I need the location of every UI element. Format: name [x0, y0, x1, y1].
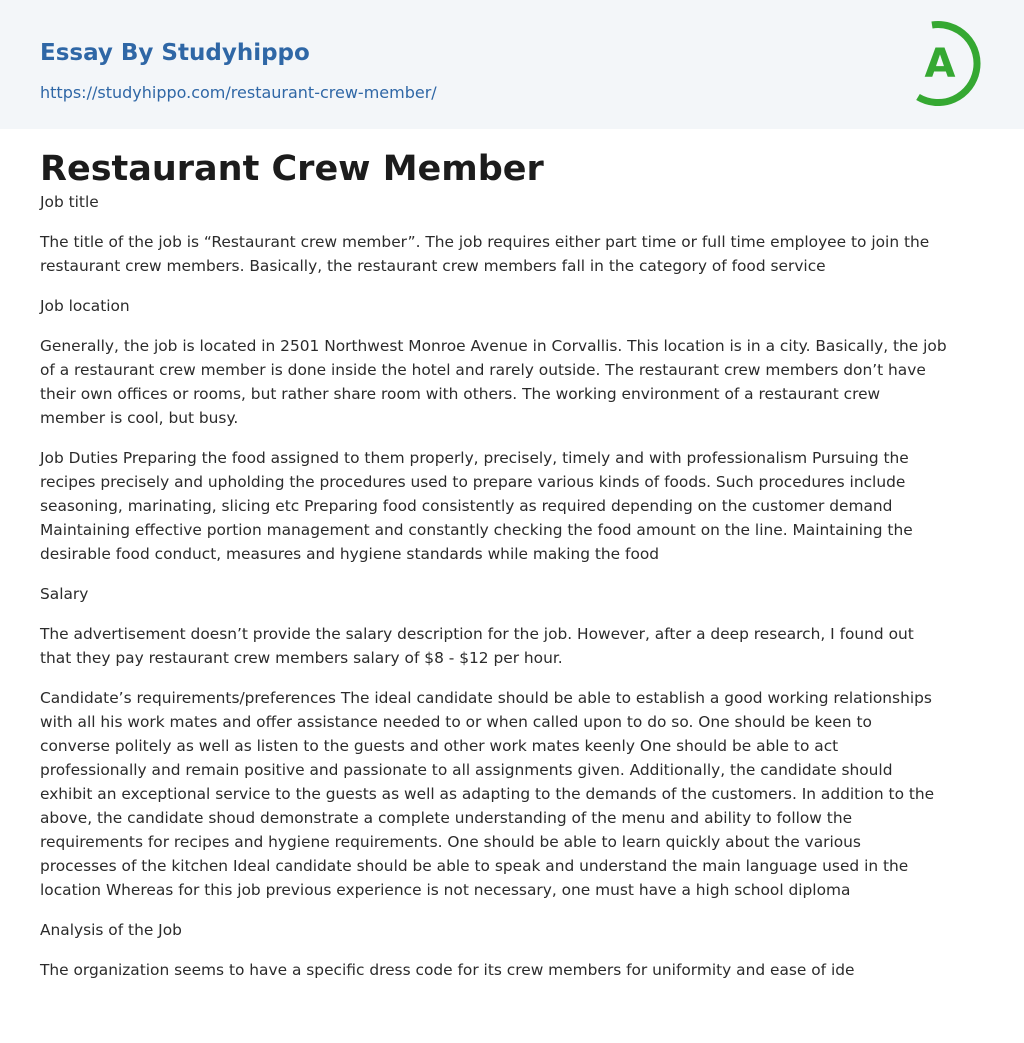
site-header — [0, 0, 1024, 129]
paragraph-line: recipes precisely and upholding the procedures used to prepare various kinds of foods. Such procedures include — [40, 473, 906, 491]
essay-paragraph — [40, 958, 984, 982]
paragraph-line: with all his work mates and offer assistance needed to or when called upon to do so. One should be keen to — [40, 713, 872, 731]
paragraph-line: Job Duties Preparing the food assigned to them properly, precisely, timely and with professionalism Pursuing the — [40, 449, 909, 467]
paragraph-line: Maintaining effective portion management and constantly checking the food amount on the line. Maintaining the — [40, 521, 913, 539]
paragraph-line: The advertisement doesn’t provide the salary description for the job. However, after a deep research, I found out — [40, 625, 914, 643]
paragraph-line: processes of the kitchen Ideal candidate should be able to speak and understand the main language used in the — [40, 857, 909, 875]
paragraph-line: requirements for recipes and hygiene requirements. One should be able to learn quickly about the various — [40, 833, 861, 851]
paragraph-line: above, the candidate shoud demonstrate a complete understanding of the menu and ability to follow the — [40, 809, 853, 827]
essay-paragraph — [40, 918, 984, 942]
paragraph-line: professionally and remain positive and passionate to all assignments given. Additionally, the candidate should — [40, 761, 893, 779]
essay-body — [40, 190, 984, 982]
paragraph-line: The organization seems to have a specific dress code for its crew members for uniformity and ease of ide — [40, 961, 855, 979]
paragraph-line: restaurant crew members. Basically, the restaurant crew members fall in the category of food service — [40, 257, 826, 275]
paragraph-line: converse politely as well as listen to the guests and other work mates keenly One should be able to act — [40, 737, 839, 755]
essay-paragraph — [40, 294, 984, 318]
paragraph-line: exhibit an exceptional service to the guests as well as adapting to the demands of the customers. In addition to the — [40, 785, 935, 803]
paragraph-line: that they pay restaurant crew members salary of $8 - $12 per hour. — [40, 649, 563, 667]
essay-paragraph — [40, 446, 984, 566]
paragraph-line: Job location — [40, 297, 130, 315]
paragraph-line: Salary — [40, 585, 89, 603]
paragraph-line: member is cool, but busy. — [40, 409, 239, 427]
essay-paragraph — [40, 622, 984, 670]
site-brand[interactable]: Essay By Studyhippo — [40, 40, 310, 66]
essay-paragraph — [40, 334, 984, 430]
paragraph-line: Candidate’s requirements/preferences The ideal candidate should be able to establish a good working relationships — [40, 689, 932, 707]
paragraph-line: The title of the job is “Restaurant crew member”. The job requires either part time or full time employee to join the — [40, 233, 930, 251]
essay-paragraph — [40, 582, 984, 606]
paragraph-line: location Whereas for this job previous experience is not necessary, one must have a high school diploma — [40, 881, 851, 899]
essay-paragraph — [40, 190, 984, 214]
essay-paragraph — [40, 230, 984, 278]
paragraph-line: Generally, the job is located in 2501 Northwest Monroe Avenue in Corvallis. This location is in a city. Basically, the job — [40, 337, 947, 355]
essay-paragraph — [40, 686, 984, 902]
essay-content — [0, 129, 1024, 982]
logo-letter: A — [924, 41, 956, 87]
paragraph-line: Analysis of the Job — [40, 921, 182, 939]
essay-title: Restaurant Crew Member — [40, 149, 544, 189]
paragraph-line: seasoning, marinating, slicing etc Preparing food consistently as required depending on the customer demand — [40, 497, 893, 515]
paragraph-line: Job title — [40, 193, 99, 211]
paragraph-line: desirable food conduct, measures and hygiene standards while making the food — [40, 545, 660, 563]
essay-url-link[interactable]: https://studyhippo.com/restaurant-crew-member/ — [40, 83, 437, 102]
paragraph-line: of a restaurant crew member is done inside the hotel and rarely outside. The restaurant crew members don’t have — [40, 361, 926, 379]
studyhippo-logo-icon[interactable] — [910, 18, 988, 106]
paragraph-line: their own offices or rooms, but rather share room with others. The working environment of a restaurant crew — [40, 385, 881, 403]
